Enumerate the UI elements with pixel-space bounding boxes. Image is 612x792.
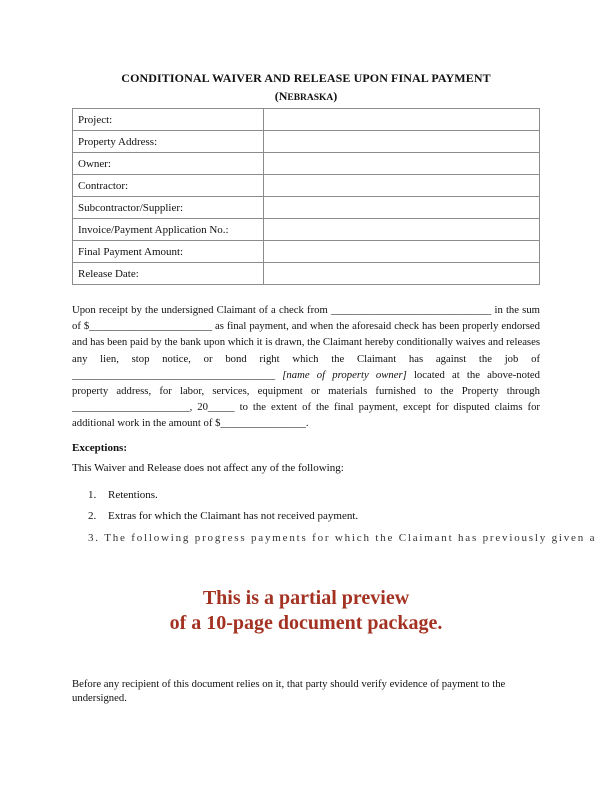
waiver-text-part2: located at the above-noted property address, for labor, services, equipment or materials furnished to the Property through ______________________, 20_____ to the extent of the final payment, except for disputed claims for additional work in the amount of $________________.	[72, 368, 540, 430]
waiver-paragraph	[72, 302, 540, 432]
info-table	[72, 108, 540, 285]
exceptions-heading: Exceptions:	[72, 442, 127, 454]
contractor-value[interactable]	[264, 175, 540, 197]
project-value[interactable]	[264, 109, 540, 131]
table-row	[73, 241, 540, 263]
table-row	[73, 153, 540, 175]
subcontractor-label: Subcontractor/Supplier:	[73, 197, 264, 219]
preview-line-2: of a 10-page document package.	[169, 612, 443, 634]
document-title: CONDITIONAL WAIVER AND RELEASE UPON FINAL PAYMENT	[121, 71, 491, 85]
truncated-line	[88, 530, 597, 544]
final-payment-value[interactable]	[264, 241, 540, 263]
list-item	[88, 510, 358, 531]
list-item	[88, 489, 358, 510]
project-label: Project:	[73, 109, 264, 131]
list-item-number: 2.	[88, 510, 97, 522]
document-subtitle	[0, 89, 612, 104]
footer-notice: Before any recipient of this document relies on it, that party should verify evidence of payment to the undersigned.	[72, 678, 506, 704]
owner-value[interactable]	[264, 153, 540, 175]
exceptions-list	[88, 489, 358, 531]
preview-line-1: This is a partial preview	[202, 587, 410, 609]
exceptions-intro: This Waiver and Release does not affect any of the following:	[72, 462, 344, 474]
table-row	[73, 109, 540, 131]
subtitle-close: )	[333, 89, 338, 103]
truncated-line-text: 3. The following progress payments for which the Claimant has previously given a	[88, 532, 597, 544]
preview-notice	[0, 586, 612, 636]
list-item-text: Extras for which the Claimant has not received payment.	[108, 510, 359, 522]
subtitle-first-letter: N	[278, 89, 288, 103]
final-payment-label: Final Payment Amount:	[73, 241, 264, 263]
owner-placeholder: [name of property owner]	[282, 368, 407, 381]
contractor-label: Contractor:	[73, 175, 264, 197]
list-item-text: Retentions.	[108, 489, 158, 501]
property-address-label: Property Address:	[73, 131, 264, 153]
subtitle-rest: EBRASKA	[287, 93, 334, 103]
invoice-value[interactable]	[264, 219, 540, 241]
table-row	[73, 219, 540, 241]
list-item-number: 1.	[88, 489, 97, 501]
table-row	[73, 197, 540, 219]
release-date-value[interactable]	[264, 263, 540, 285]
subcontractor-value[interactable]	[264, 197, 540, 219]
owner-label: Owner:	[73, 153, 264, 175]
waiver-text-part1: Upon receipt by the undersigned Claimant of a check from ______________________________ in the sum of $_______________________ as final payment, and when the aforesaid check has been properly endorsed and has been paid by the bank upon which it is drawn, the Claimant hereby conditionally waives and releases any lien, stop notice, or bond right which the Claimant has against the job of ______________________________________	[72, 304, 540, 381]
invoice-label: Invoice/Payment Application No.:	[73, 219, 264, 241]
release-date-label: Release Date:	[73, 263, 264, 285]
property-address-value[interactable]	[264, 131, 540, 153]
table-row	[73, 263, 540, 285]
subtitle-open: (	[274, 89, 279, 103]
table-row	[73, 175, 540, 197]
table-row	[73, 131, 540, 153]
